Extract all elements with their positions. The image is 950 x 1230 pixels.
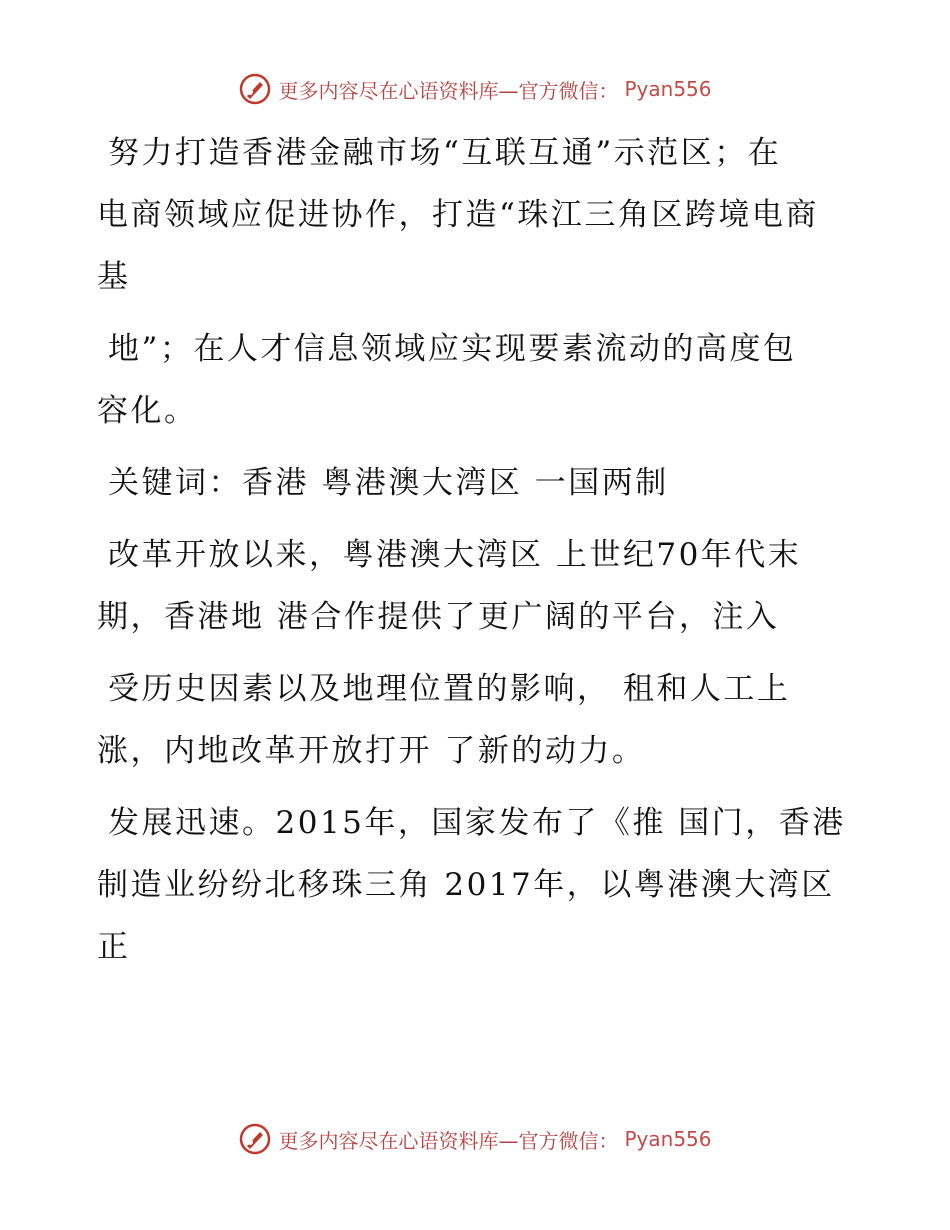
text-line: 受历史因素以及地理位置的影响， 租和人工上	[108, 671, 791, 707]
text-line: 努力打造香港金融市场“互联互通”示范区；在	[108, 135, 782, 171]
pen-seal-icon	[238, 72, 272, 106]
watermark-wechat-id: Pyan556	[624, 77, 712, 101]
paragraph-1	[97, 122, 857, 308]
pen-seal-icon	[238, 1122, 272, 1156]
paragraph-5	[97, 658, 857, 782]
text-line: 正	[97, 929, 131, 965]
document-body	[97, 122, 857, 988]
watermark-text: 更多内容尽在心语资料库—官方微信：	[278, 1128, 619, 1153]
text-line: 期，香港地 港合作提供了更广阔的平台，注入	[97, 599, 780, 635]
text-line: 发展迅速。2015年，国家发布了《推 国门，香港	[108, 805, 846, 841]
text-line: 基	[97, 259, 131, 295]
watermark-text: 更多内容尽在心语资料库—官方微信：	[278, 78, 619, 103]
paragraph-4	[97, 524, 857, 648]
text-line: 容化。	[97, 393, 198, 429]
text-line: 涨，内地改革开放打开 了新的动力。	[97, 733, 646, 769]
text-line: 电商领域应促进协作，打造“珠江三角区跨境电商	[97, 197, 819, 233]
text-line: 地”；在人才信息领域应实现要素流动的高度包	[108, 331, 797, 367]
text-line: 关键词：香港 粤港澳大湾区 一国两制	[108, 465, 669, 501]
keywords-paragraph	[97, 452, 857, 514]
text-line: 改革开放以来，粤港澳大湾区 上世纪70年代末	[108, 537, 802, 573]
paragraph-2	[97, 318, 857, 442]
text-line: 制造业纷纷北移珠三角 2017年，以粤港澳大湾区	[97, 867, 835, 903]
footer-watermark	[0, 1122, 950, 1156]
header-watermark	[0, 72, 950, 106]
paragraph-6	[97, 792, 857, 978]
watermark-wechat-id: Pyan556	[624, 1127, 712, 1151]
